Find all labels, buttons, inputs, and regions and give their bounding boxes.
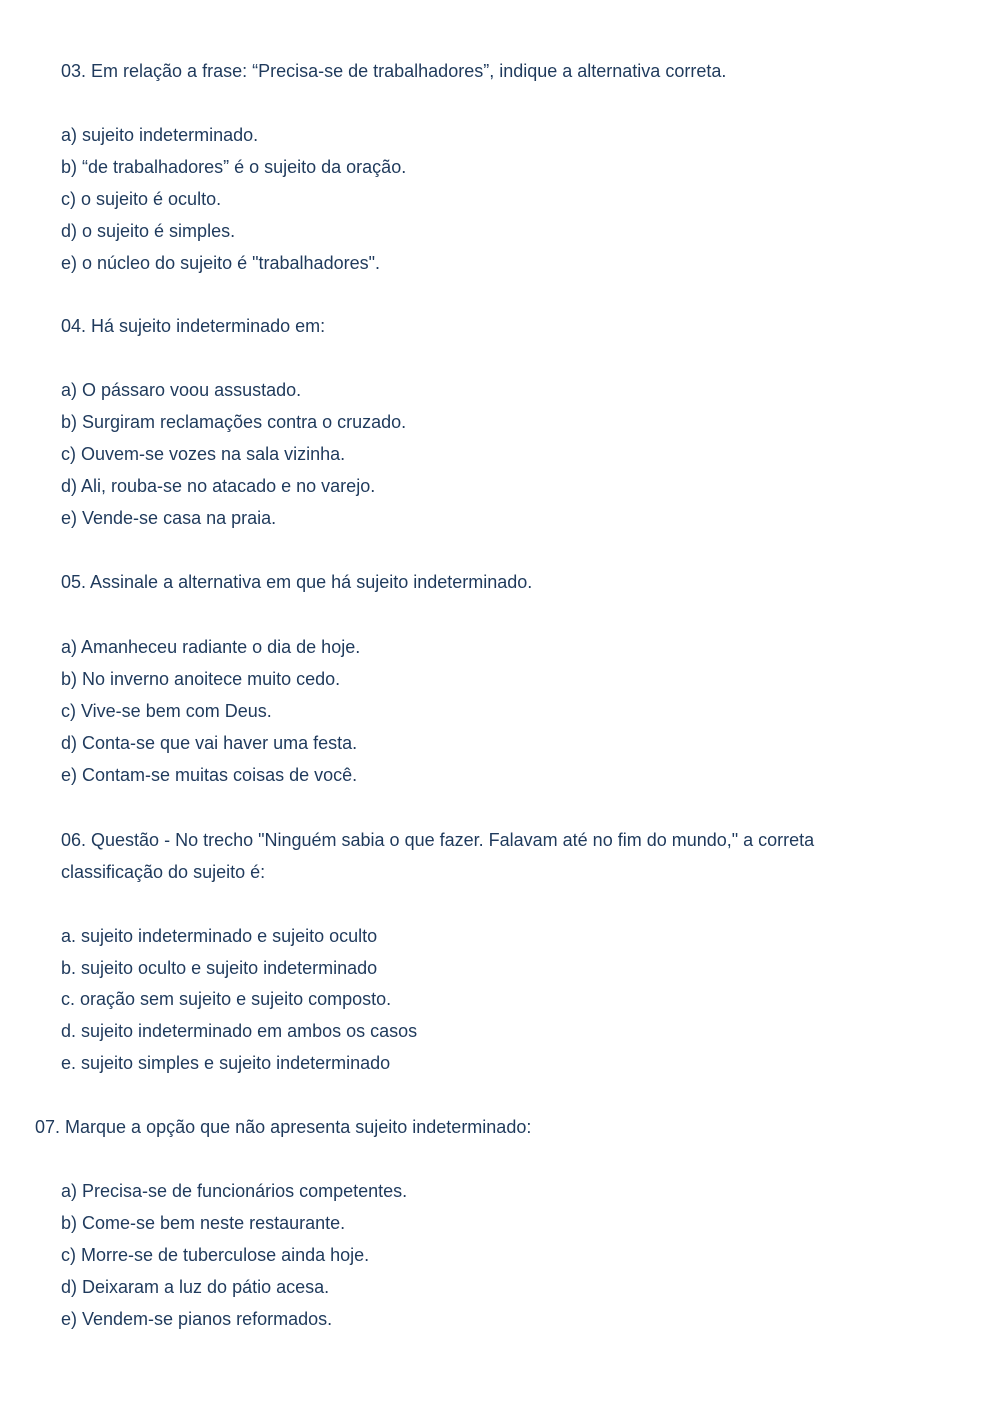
question-06-prompt-line-2: classificação do sujeito é: xyxy=(61,862,266,882)
question-05-option-c: c) Vive-se bem com Deus. xyxy=(61,701,272,721)
question-05-prompt: 05. Assinale a alternativa em que há sujeito indeterminado. xyxy=(61,572,533,592)
question-07-option-b: b) Come-se bem neste restaurante. xyxy=(61,1213,346,1233)
question-03-option-e: e) o núcleo do sujeito é "trabalhadores". xyxy=(61,253,380,273)
question-04-option-d: d) Ali, rouba-se no atacado e no varejo. xyxy=(61,476,376,496)
question-04-option-b: b) Surgiram reclamações contra o cruzado. xyxy=(61,412,407,432)
question-06-option-d: d. sujeito indeterminado em ambos os casos xyxy=(61,1021,418,1041)
question-05-option-b: b) No inverno anoitece muito cedo. xyxy=(61,669,341,689)
question-07-option-e: e) Vendem-se pianos reformados. xyxy=(61,1309,333,1329)
question-05-option-d: d) Conta-se que vai haver uma festa. xyxy=(61,733,358,753)
question-06-option-b: b. sujeito oculto e sujeito indeterminado xyxy=(61,958,378,978)
question-03-option-a: a) sujeito indeterminado. xyxy=(61,125,259,145)
question-03-prompt: 03. Em relação a frase: “Precisa-se de trabalhadores”, indique a alternativa correta. xyxy=(61,61,727,81)
question-05-option-a: a) Amanheceu radiante o dia de hoje. xyxy=(61,637,361,657)
question-04-prompt: 04. Há sujeito indeterminado em: xyxy=(61,316,326,336)
question-04-option-c: c) Ouvem-se vozes na sala vizinha. xyxy=(61,444,346,464)
question-06-option-a: a. sujeito indeterminado e sujeito oculto xyxy=(61,926,378,946)
question-06-prompt-line-1: 06. Questão - No trecho "Ninguém sabia o que fazer. Falavam até no fim do mundo," a correta xyxy=(61,830,815,850)
question-04-option-e: e) Vende-se casa na praia. xyxy=(61,508,277,528)
question-03-option-b: b) “de trabalhadores” é o sujeito da oração. xyxy=(61,157,407,177)
question-03-option-c: c) o sujeito é oculto. xyxy=(61,189,222,209)
question-06-option-c: c. oração sem sujeito e sujeito composto. xyxy=(61,989,392,1009)
question-07-option-c: c) Morre-se de tuberculose ainda hoje. xyxy=(61,1245,370,1265)
question-03-option-d: d) o sujeito é simples. xyxy=(61,221,236,241)
question-05-option-e: e) Contam-se muitas coisas de você. xyxy=(61,765,358,785)
question-07-prompt: 07. Marque a opção que não apresenta sujeito indeterminado: xyxy=(35,1117,532,1137)
question-04-option-a: a) O pássaro voou assustado. xyxy=(61,380,302,400)
question-06-option-e: e. sujeito simples e sujeito indeterminado xyxy=(61,1053,391,1073)
question-07-option-a: a) Precisa-se de funcionários competentes. xyxy=(61,1181,408,1201)
question-07-option-d: d) Deixaram a luz do pátio acesa. xyxy=(61,1277,330,1297)
